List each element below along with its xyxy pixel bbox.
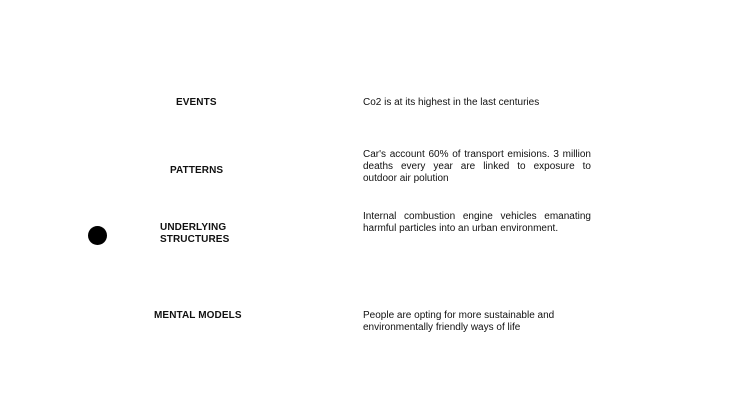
patterns-description: Car's account 60% of transport emisions. 3 million deaths every year are linked to exposure to outdoor air polution [363,149,591,184]
events-description: Co2 is at its highest in the last centuries [363,97,540,108]
mental-models-label: MENTAL MODELS [154,310,242,321]
events-label: EVENTS [176,97,217,108]
underlying-structures-description: Internal combustion engine vehicles emanating harmful particles into an urban environment. [363,211,591,234]
underlying-structures-label-line2: STRUCTURES [160,234,230,245]
underlying-structures-label-line1: UNDERLYING [160,222,227,233]
patterns-label: PATTERNS [170,165,224,176]
underlying-structures-label [160,222,229,246]
bullet-marker [88,226,107,245]
mental-models-description: People are opting for more sustainable and environmentally friendly ways of life [363,310,555,333]
